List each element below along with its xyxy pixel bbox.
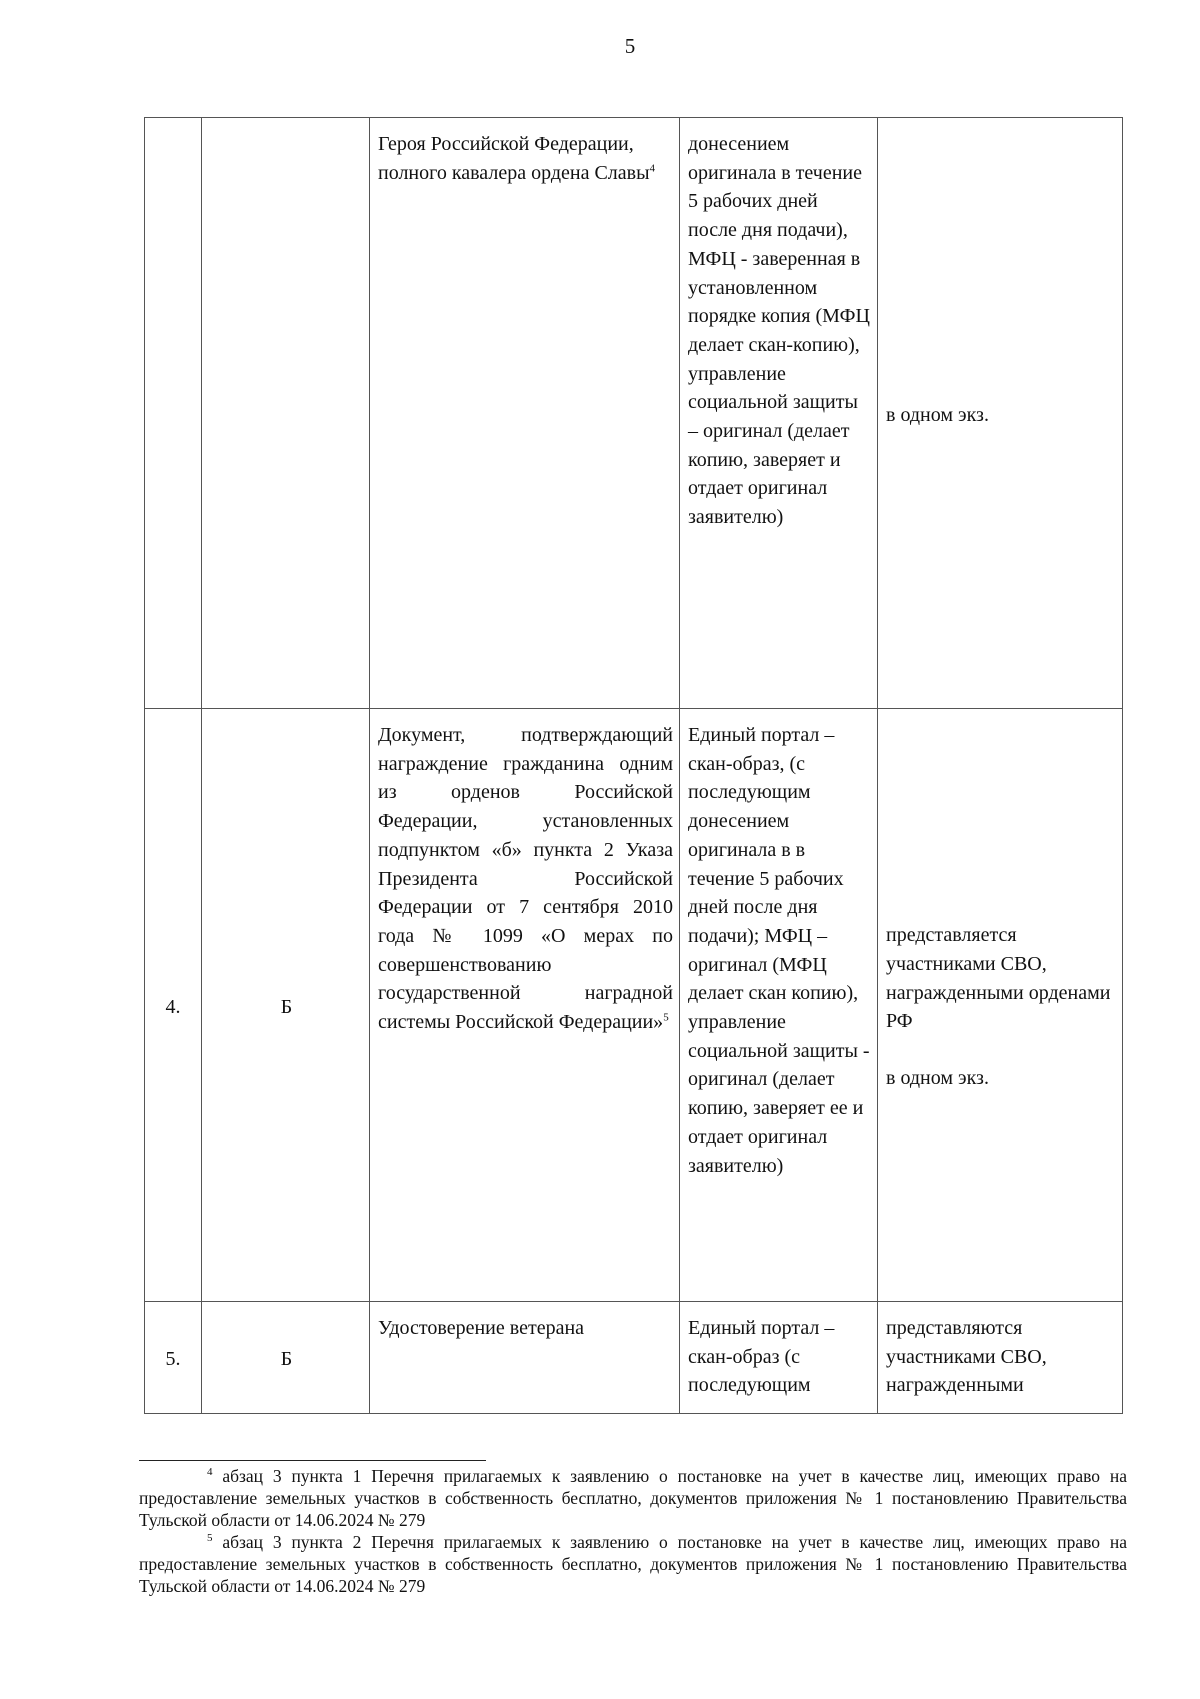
- note-text: в одном экз.: [886, 403, 989, 426]
- note-cell: [878, 709, 1123, 1302]
- footnote-text: абзац 3 пункта 1 Перечня прилагаемых к заявлению о постановке на учет в качестве лиц, имеющих право на предоставление земельных участков в собственность бесплатно, документов приложения № 1 постановлению Правительства Тульской области от 14.06.2024 № 279: [139, 1466, 1128, 1530]
- row-number-cell: 4.: [145, 709, 202, 1302]
- category-cell: Б: [202, 709, 370, 1302]
- footnote-marker: 4: [207, 1466, 213, 1479]
- row-number-cell: 5.: [145, 1302, 202, 1414]
- note-text: представляется участниками СВО, награжденными орденами РФ: [886, 924, 1111, 1033]
- document-text: Документ, подтверждающий награждение гражданина одним из орденов Российской Федерации, установленных подпунктом «б» пункта 2 Указа Президента Российской Федерации от 7 сентября 2010 года № 1099 «О мерах по совершенствованию государственной наградной системы Российской Федерации»: [378, 724, 673, 1034]
- note-cell: представляются участниками СВО, награжденными: [878, 1302, 1123, 1414]
- method-cell: донесением оригинала в течение 5 рабочих дней после дня подачи), МФЦ - заверенная в установленном порядке копия (МФЦ делает скан-копию), управление социальной защиты – оригинал (делает копию, заверяет и отдает оригинал заявителю): [680, 118, 878, 709]
- document-text: Героя Российской Федерации, полного кавалера ордена Славы: [378, 133, 650, 184]
- footnote-ref: 5: [663, 1011, 669, 1024]
- footnote-5: [139, 1531, 1127, 1597]
- method-cell: Единый портал – скан-образ (с последующим: [680, 1302, 878, 1414]
- method-cell: Единый портал – скан-образ, (с последующим донесением оригинала в в течение 5 рабочих дней после дня подачи); МФЦ – оригинал (МФЦ делает скан копию), управление социальной защиты - оригинал (делает копию, заверяет ее и отдает оригинал заявителю): [680, 709, 878, 1302]
- table-row: [145, 118, 1123, 709]
- page-number: 5: [624, 34, 636, 58]
- document-cell: [370, 1302, 680, 1414]
- document-text: Удостоверение ветерана: [378, 1317, 585, 1339]
- category-cell: Б: [202, 1302, 370, 1414]
- row-number-cell: [145, 118, 202, 709]
- footnote-text: абзац 3 пункта 2 Перечня прилагаемых к заявлению о постановке на учет в качестве лиц, имеющих право на предоставление земельных участков в собственность бесплатно, документов приложения № 1 постановлению Правительства Тульской области от 14.06.2024 № 279: [139, 1532, 1128, 1596]
- table-row: [145, 709, 1123, 1302]
- footnote-marker: 5: [207, 1532, 213, 1545]
- document-cell: [370, 709, 680, 1302]
- footnote-separator: [139, 1460, 486, 1461]
- documents-table: [144, 117, 1123, 1414]
- footnote-ref: 4: [649, 162, 656, 175]
- note-text-copies: в одном экз.: [886, 1067, 989, 1090]
- footnotes: [139, 1460, 1127, 1597]
- category-cell: [202, 118, 370, 709]
- document-cell: [370, 118, 680, 709]
- note-cell: [878, 118, 1123, 709]
- footnote-4: [139, 1465, 1127, 1531]
- table-row: [145, 1302, 1123, 1414]
